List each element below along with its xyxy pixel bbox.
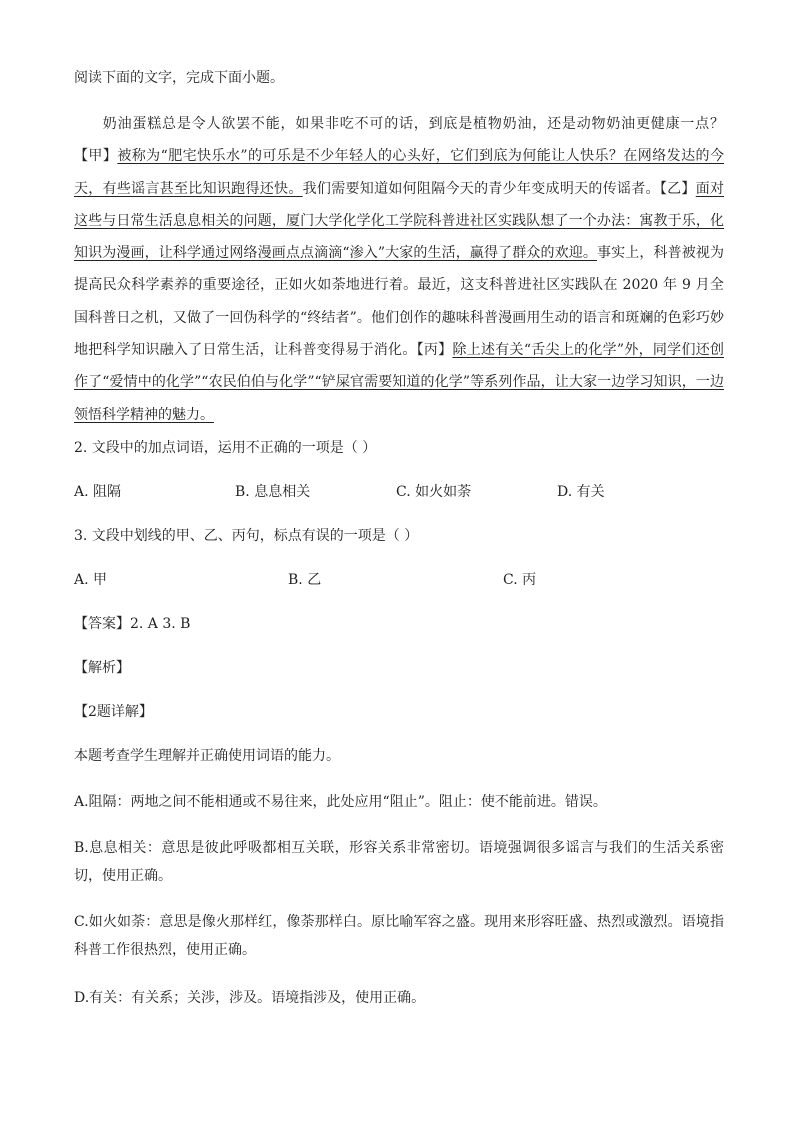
passage-sentence: 我们需要知道如何阻隔今天的青少年变成明天的传谣者。 <box>302 180 660 197</box>
passage-sentence: 事实上，科普被视为提高民众科学素养的重要途径，正如火如荼地进行着。最近，这支科普进社区实践队在 2020 年 9 月全国科普日之机，又做了一回伪科学的“终结者”。他们创作的趣味科普漫画用生动的语言和斑斓的色彩巧妙地把科学知识融入了日常生活，让科普变得易于消化。 <box>74 245 725 359</box>
passage <box>74 108 724 431</box>
underlined-sentence-yi: 面对这些与日常生活息息相关的问题，厦门大学化学化工学院科普进社区实践队想了一个办法：寓教于乐，化知识为漫画，让科学通过网络漫画点点滴滴“渗入”大家的生活，赢得了群众的欢迎。 <box>74 180 725 262</box>
passage-sentence: 奶油蛋糕总是令人欲罢不能，如果非吃不可的话，到底是植物奶油，还是动物奶油更健康一点？ <box>102 116 724 132</box>
underlined-sentence-bing: 除上述有关“舌尖上的化学”外，同学们还创作了“爱情中的化学”“农民伯伯与化学”“铲屎官需要知道的化学”等系列作品，让大家一边学习知识，一边领悟科学精神的魅力。 <box>74 342 725 423</box>
q3-option-c: C. 丙 <box>503 572 537 588</box>
q2-option-c: C. 如火如荼 <box>396 484 472 500</box>
answer-label: 【答案】 <box>74 616 130 632</box>
q3-option-b: B. 乙 <box>288 572 322 588</box>
question-3-stem: 3. 文段中划线的甲、乙、丙句，标点有误的一项是（ ） <box>74 528 419 544</box>
explanation-intro: 本题考查学生理解并正确使用词语的能力。 <box>74 748 340 764</box>
explanation-c: C.如火如荼：意思是像火那样红，像荼那样白。原比喻军容之盛。现用来形容旺盛、热烈或激烈。语境指科普工作很热烈，使用正确。 <box>74 914 724 958</box>
explanation-a: A.阻隔：两地之间不能相通或不易往来，此处应用“阻止”。阻止：使不能前进。错误。 <box>74 794 607 810</box>
mark-yi: 【乙】 <box>659 180 696 197</box>
intro-text: 阅读下面的文字，完成下面小题。 <box>74 70 284 86</box>
underlined-sentence-jia: 被称为“肥宅快乐水”的可乐是不少年轻人的心头好，它们到底为何能让人快乐？在网络发达的今天，有些谣言甚至比知识跑得还快。 <box>74 148 724 197</box>
q2-option-a: A. 阻隔 <box>74 484 122 500</box>
q2-option-d: D. 有关 <box>557 484 605 500</box>
question-2-stem: 2. 文段中的加点词语，运用不正确的一项是（ ） <box>74 440 377 456</box>
mark-jia: 【甲】 <box>74 148 118 165</box>
q2-option-b: B. 息息相关 <box>235 484 311 500</box>
explanation-b: B.息息相关：意思是彼此呼吸都相互关联，形容关系非常密切。语境强调很多谣言与我们的生活关系密切，使用正确。 <box>74 840 724 884</box>
detail-label: 【2题详解】 <box>74 704 153 720</box>
q3-option-a: A. 甲 <box>74 572 108 588</box>
analysis-label: 【解析】 <box>74 660 130 676</box>
answer-line <box>74 614 190 634</box>
mark-bing: 【丙】 <box>416 342 453 359</box>
explanation-d: D.有关：有关系；关涉，涉及。语境指涉及，使用正确。 <box>74 990 426 1006</box>
answer-value: 2. A 3. B <box>130 616 191 632</box>
